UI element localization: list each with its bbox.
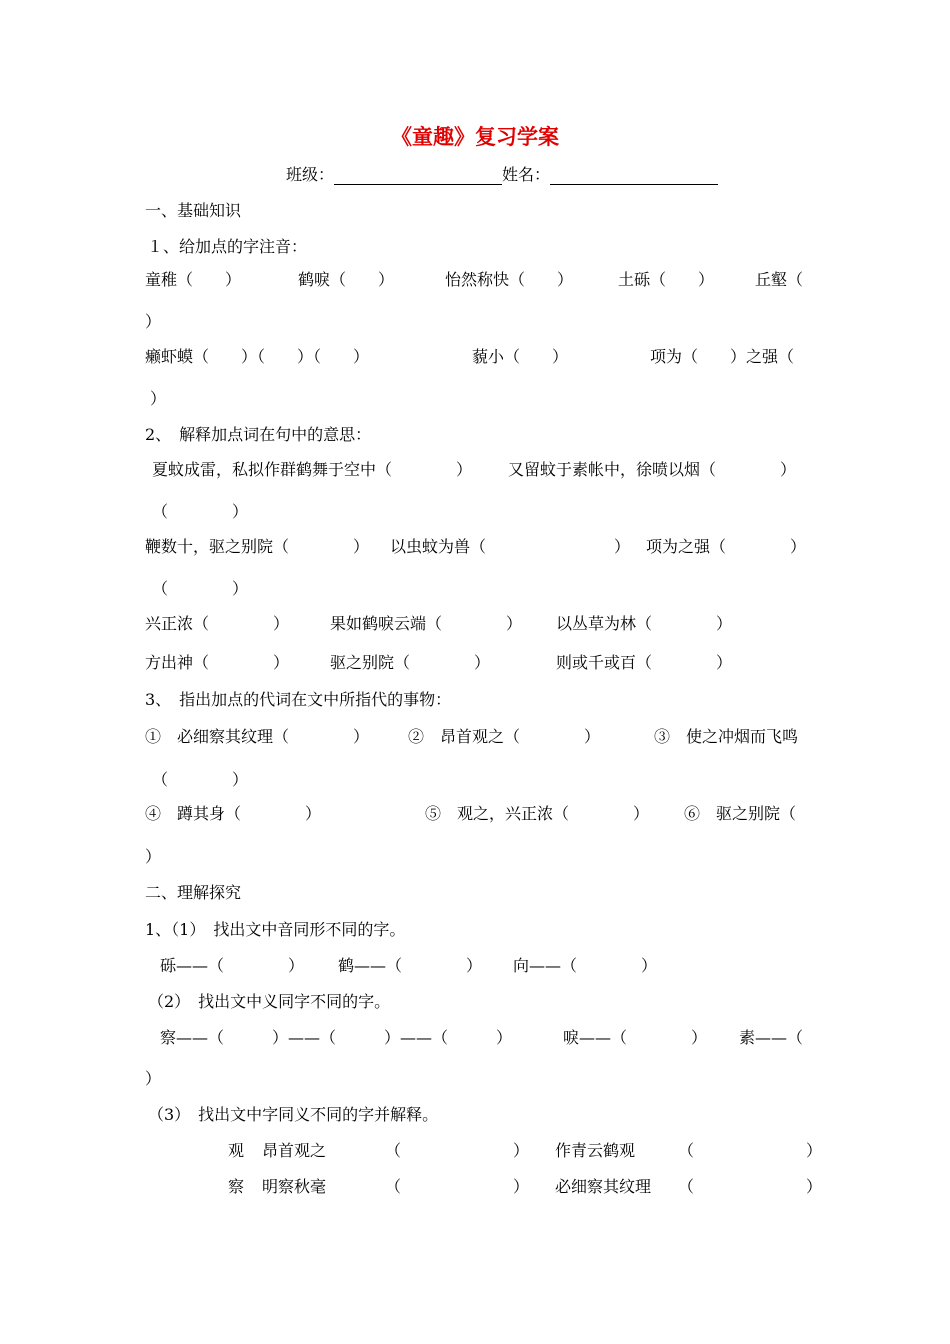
p2-b: 唳——（ ） [563, 1028, 708, 1047]
class-name-line [286, 165, 718, 185]
p3-r1-char: 观 [228, 1141, 245, 1160]
p3-r2-b-paren: （ ） [678, 1177, 823, 1196]
p2-label: （2） 找出文中义同字不同的字。 [148, 992, 391, 1011]
q1-item-2: 鹤唳（ ） [298, 270, 395, 289]
q2-row2-d: （ ） [152, 579, 249, 598]
q3-label: 3、 指出加点的代词在文中所指代的事物： [145, 690, 452, 709]
q2-row2-b: 以虫蚊为兽（ ） [390, 537, 631, 556]
q3-row1-a: ① 必细察其纹理（ ） [145, 727, 370, 746]
q2-row2-a: 鞭数十，驱之别院（ ） [145, 537, 370, 556]
q2-row3-b: 果如鹤唳云端（ ） [330, 614, 523, 633]
q3-row2-b: ⑤ 观之，兴正浓（ ） [425, 804, 650, 823]
q3-row2-a: ④ 蹲其身（ ） [145, 804, 322, 823]
q1-item-6: 癞虾蟆（ ）（ ）（ ） [145, 347, 370, 366]
p1-b: 鹤——（ ） [338, 956, 483, 975]
q2-row1-b: 又留蚊于素帐中，徐喷以烟（ ） [508, 460, 797, 479]
section-1-heading: 一、基础知识 [145, 201, 242, 220]
q3-row1-c: ③ 使之冲烟而飞鸣 [654, 727, 799, 746]
p1-c: 向——（ ） [513, 956, 658, 975]
p3-r1-a: 昂首观之 [262, 1141, 327, 1160]
q3-row2-d: ） [145, 847, 162, 866]
q2-row2-c: 项为之强（ ） [646, 537, 807, 556]
q2-row4-c: 则或千或百（ ） [556, 653, 733, 672]
p3-r2-a: 明察秋毫 [262, 1177, 327, 1196]
class-blank [334, 166, 502, 185]
p3-r1-b-paren: （ ） [678, 1141, 823, 1160]
q1-label: １、给加点的字注音： [147, 237, 308, 256]
q1-item-8: 项为（ ）之强（ [650, 347, 795, 366]
p3-r1-a-paren: （ ） [385, 1141, 530, 1160]
q3-row1-d: （ ） [152, 770, 249, 789]
q1-item-3: 怡然称快（ ） [445, 270, 574, 289]
name-blank [550, 166, 718, 185]
page-title: 《童趣》复习学案 [391, 124, 559, 149]
p1-a: 砾——（ ） [160, 956, 305, 975]
class-label: 班级： [286, 165, 335, 184]
name-label: 姓名： [502, 165, 551, 184]
q2-row1-a: 夏蚊成雷，私拟作群鹤舞于空中（ ） [152, 460, 473, 479]
p2-a: 察——（ ）——（ ）——（ ） [160, 1028, 513, 1047]
p2-c: 素——（ [739, 1028, 804, 1047]
p3-r2-b: 必细察其纹理 [555, 1177, 652, 1196]
p2-d: ） [145, 1069, 162, 1088]
q2-row4-a: 方出神（ ） [145, 653, 290, 672]
q3-row1-b: ② 昂首观之（ ） [408, 727, 601, 746]
p3-label: （3） 找出文中字同义不同的字并解释。 [148, 1105, 439, 1124]
q2-row4-b: 驱之别院（ ） [330, 653, 491, 672]
p3-r1-b: 作青云鹤观 [555, 1141, 636, 1160]
q2-row3-c: 以丛草为林（ ） [556, 614, 733, 633]
q2-row1-c: （ ） [152, 502, 249, 521]
q1-item-4: 土砾（ ） [618, 270, 715, 289]
q1-item-5-close: ） [145, 312, 162, 331]
p3-r2-char: 察 [228, 1177, 245, 1196]
p3-r2-a-paren: （ ） [385, 1177, 530, 1196]
q1-item-8-close: ） [150, 389, 167, 408]
q2-label: 2、 解释加点词在句中的意思： [145, 425, 372, 444]
section-2-heading: 二、理解探究 [145, 883, 242, 902]
p1-label: 1、（1） 找出文中音同形不同的字。 [145, 920, 406, 939]
q2-row3-a: 兴正浓（ ） [145, 614, 290, 633]
q1-item-1: 童稚（ ） [145, 270, 242, 289]
q1-item-7: 藐小（ ） [472, 347, 569, 366]
q1-item-5: 丘壑（ [755, 270, 804, 289]
q3-row2-c: ⑥ 驱之别院（ [684, 804, 797, 823]
